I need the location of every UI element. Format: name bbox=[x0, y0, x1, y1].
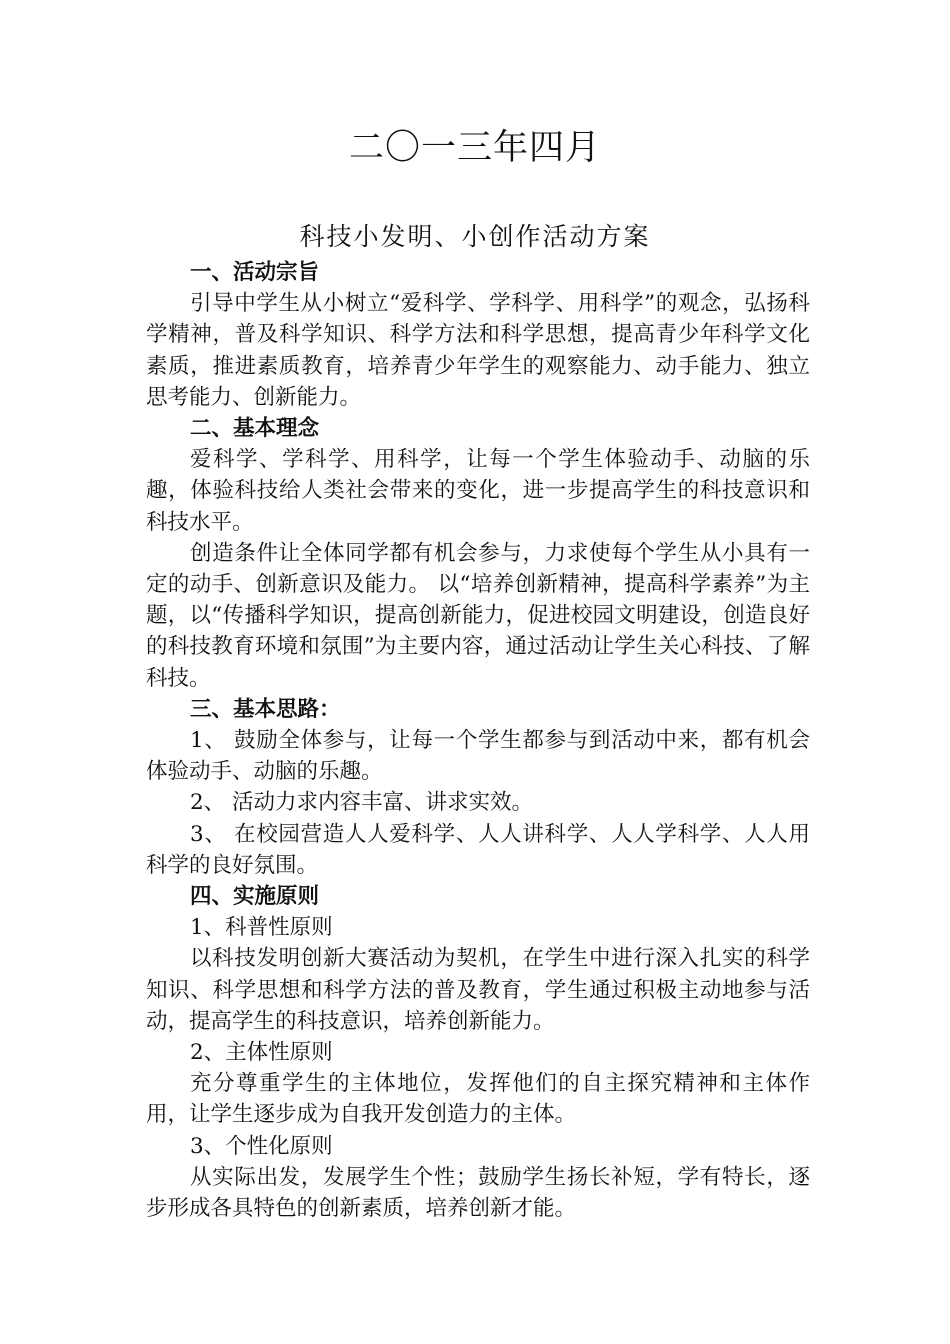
paragraph: 以科技发明创新大赛活动为契机，在学生中进行深入扎实的科学知识、科学思想和科学方法的普及教育，学生通过积极主动地参与活动，提高学生的科技意识，培养创新能力。 bbox=[146, 946, 810, 1034]
list-item: 1、 鼓励全体参与，让每一个学生都参与到活动中来，都有机会体验动手、动脑的乐趣。 bbox=[146, 728, 810, 785]
section-heading: 三、基本思路： bbox=[190, 696, 341, 722]
subheading: 3、个性化原则 bbox=[190, 1133, 333, 1159]
paragraph: 引导中学生从小树立“爱科学、学科学、用科学”的观念，弘扬科学精神，普及科学知识、科学方法和科学思想，提高青少年科学文化素质，推进素质教育，培养青少年学生的观察能力、动手能力、独立思考能力、创新能力。 bbox=[146, 291, 810, 410]
document-body bbox=[146, 257, 810, 1224]
document-title: 科技小发明、小创作活动方案 bbox=[299, 222, 651, 251]
paragraph: 充分尊重学生的主体地位，发挥他们的自主探究精神和主体作用，让学生逐步成为自我开发创造力的主体。 bbox=[146, 1071, 810, 1128]
list-item: 3、 在校园营造人人爱科学、人人讲科学、人人学科学、人人用科学的良好氛围。 bbox=[146, 821, 810, 878]
section-heading: 二、基本理念 bbox=[190, 416, 320, 442]
paragraph: 创造条件让全体同学都有机会参与，力求使每个学生从小具有一定的动手、创新意识及能力。 以“培养创新精神，提高科学素养”为主题，以“传播科学知识，提高创新能力，促进校园文明建设，创造良好的科技教育环境和氛围”为主要内容，通过活动让学生关心科技、了解科技。 bbox=[146, 540, 810, 691]
subheading: 2、主体性原则 bbox=[190, 1040, 333, 1066]
list-item: 2、 活动力求内容丰富、讲求实效。 bbox=[190, 790, 534, 816]
paragraph: 从实际出发，发展学生个性；鼓励学生扬长补短，学有特长，逐步形成各具特色的创新素质，培养创新才能。 bbox=[146, 1164, 810, 1222]
document-date: 二〇一三年四月 bbox=[348, 128, 601, 168]
section-heading: 一、活动宗旨 bbox=[190, 260, 320, 285]
paragraph: 爱科学、学科学、用科学，让每一个学生体验动手、动脑的乐趣，体验科技给人类社会带来的变化，进一步提高学生的科技意识和科技水平。 bbox=[146, 447, 810, 535]
subheading: 1、科普性原则 bbox=[190, 915, 333, 941]
section-heading: 四、实施原则 bbox=[190, 884, 320, 910]
